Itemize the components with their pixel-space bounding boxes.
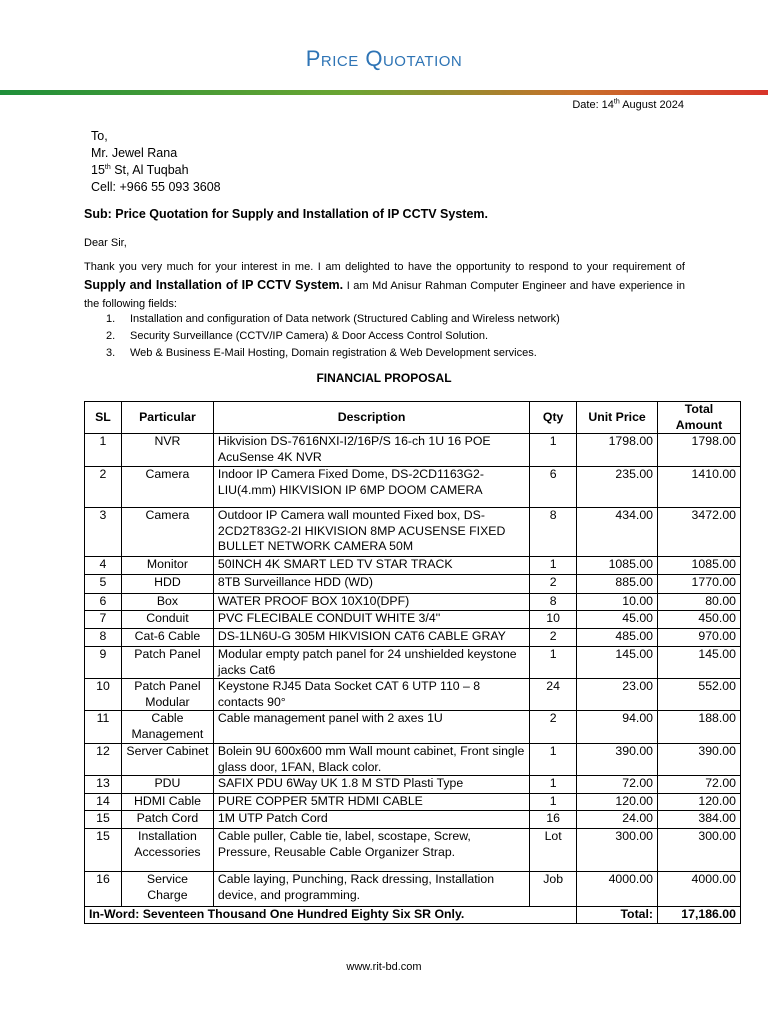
table-row	[85, 629, 741, 647]
cell-description: 8TB Surveillance HDD (WD)	[213, 575, 529, 594]
table-row	[85, 557, 741, 575]
table-row	[85, 575, 741, 594]
cell-total: 120.00	[658, 794, 741, 811]
cell-description: PVC FLECIBALE CONDUIT WHITE 3/4''	[213, 611, 529, 629]
cell-particular: Patch Panel Modular	[121, 679, 213, 711]
table-row	[85, 711, 741, 744]
cell-qty: 1	[530, 794, 577, 811]
cell-qty: 2	[530, 629, 577, 647]
recipient-name: Mr. Jewel Rana	[91, 146, 178, 160]
header-qty: Qty	[530, 402, 577, 434]
cell-particular: Installation Accessories	[121, 829, 213, 872]
table-header-row	[85, 402, 741, 434]
total-label: Total:	[577, 907, 658, 924]
cell-unit: 23.00	[577, 679, 658, 711]
cell-unit: 1085.00	[577, 557, 658, 575]
cell-total: 1410.00	[658, 467, 741, 508]
cell-sl: 11	[85, 711, 122, 744]
cell-total: 80.00	[658, 594, 741, 611]
table-row	[85, 872, 741, 907]
cell-sl: 2	[85, 467, 122, 508]
cell-unit: 120.00	[577, 794, 658, 811]
table-row	[85, 647, 741, 679]
cell-description: Cable puller, Cable tie, label, scostape, Screw, Pressure, Reusable Cable Organizer Strap.	[213, 829, 529, 872]
cell-total: 3472.00	[658, 508, 741, 557]
cell-total: 72.00	[658, 776, 741, 794]
recipient-cell: Cell: +966 55 093 3608	[91, 180, 221, 194]
recipient-block	[91, 128, 221, 196]
cell-total: 1798.00	[658, 434, 741, 467]
cell-sl: 10	[85, 679, 122, 711]
grand-total: 17,186.00	[658, 907, 741, 924]
cell-unit: 485.00	[577, 629, 658, 647]
cell-description: SAFIX PDU 6Way UK 1.8 M STD Plasti Type	[213, 776, 529, 794]
cell-particular: NVR	[121, 434, 213, 467]
cell-description: PURE COPPER 5MTR HDMI CABLE	[213, 794, 529, 811]
cell-qty: 1	[530, 647, 577, 679]
cell-description: Cable laying, Punching, Rack dressing, Installation device, and programming.	[213, 872, 529, 907]
cell-qty: 24	[530, 679, 577, 711]
cell-total: 188.00	[658, 711, 741, 744]
cell-particular: Cable Management	[121, 711, 213, 744]
cell-particular: HDMI Cable	[121, 794, 213, 811]
cell-sl: 14	[85, 794, 122, 811]
cell-qty: 1	[530, 434, 577, 467]
to-label: To,	[91, 129, 108, 143]
cell-unit: 45.00	[577, 611, 658, 629]
table-row	[85, 467, 741, 508]
cell-sl: 13	[85, 776, 122, 794]
cell-sl: 12	[85, 744, 122, 776]
cell-particular: Camera	[121, 508, 213, 557]
cell-qty: 6	[530, 467, 577, 508]
experience-item: 2. Security Surveillance (CCTV/IP Camera) & Door Access Control Solution.	[106, 330, 489, 342]
cell-total: 450.00	[658, 611, 741, 629]
cell-total: 1085.00	[658, 557, 741, 575]
header-sl: SL	[85, 402, 122, 434]
cell-qty: 2	[530, 575, 577, 594]
cell-unit: 145.00	[577, 647, 658, 679]
cell-description: Cable management panel with 2 axes 1U	[213, 711, 529, 744]
cell-total: 384.00	[658, 811, 741, 829]
table-row	[85, 508, 741, 557]
cell-total: 390.00	[658, 744, 741, 776]
cell-particular: Patch Cord	[121, 811, 213, 829]
cell-particular: Monitor	[121, 557, 213, 575]
cell-description: Keystone RJ45 Data Socket CAT 6 UTP 110 – 8 contacts 90°	[213, 679, 529, 711]
header-particular: Particular	[121, 402, 213, 434]
cell-sl: 8	[85, 629, 122, 647]
cell-sl: 5	[85, 575, 122, 594]
cell-description: Hikvision DS-7616NXI-I2/16P/S 16-ch 1U 16 POE AcuSense 4K NVR	[213, 434, 529, 467]
cell-qty: 1	[530, 557, 577, 575]
table-row	[85, 611, 741, 629]
cell-sl: 6	[85, 594, 122, 611]
cell-unit: 300.00	[577, 829, 658, 872]
table-row	[85, 776, 741, 794]
cell-description: WATER PROOF BOX 10X10(DPF)	[213, 594, 529, 611]
cell-unit: 1798.00	[577, 434, 658, 467]
cell-sl: 3	[85, 508, 122, 557]
cell-qty: 8	[530, 508, 577, 557]
cell-total: 1770.00	[658, 575, 741, 594]
cell-sl: 1	[85, 434, 122, 467]
cell-unit: 390.00	[577, 744, 658, 776]
cell-description: Modular empty patch panel for 24 unshielded keystone jacks Cat6	[213, 647, 529, 679]
footer-website: www.rit-bd.com	[346, 961, 422, 973]
intro-paragraph: Thank you very much for your interest in me. I am delighted to have the opportunity to respond to your requirement of Supply and Installation of IP CCTV System. I am Md Anisur Rahman Computer Engineer and have experience in the following fields:	[84, 261, 686, 310]
header-total-amount: Total Amount	[658, 402, 741, 434]
amount-in-words: In-Word: Seventeen Thousand One Hundred Eighty Six SR Only.	[85, 907, 577, 924]
cell-description: 1M UTP Patch Cord	[213, 811, 529, 829]
cell-qty: 1	[530, 744, 577, 776]
cell-total: 145.00	[658, 647, 741, 679]
experience-list	[84, 311, 560, 362]
cell-particular: PDU	[121, 776, 213, 794]
cell-sl: 15	[85, 829, 122, 872]
cell-unit: 24.00	[577, 811, 658, 829]
cell-particular: Patch Panel	[121, 647, 213, 679]
cell-particular: Conduit	[121, 611, 213, 629]
table-row	[85, 794, 741, 811]
table-row	[85, 679, 741, 711]
cell-qty: 1	[530, 776, 577, 794]
financial-proposal-heading: FINANCIAL PROPOSAL	[316, 371, 452, 385]
cell-description: Outdoor IP Camera wall mounted Fixed box, DS-2CD2T83G2-2I HIKVISION 8MP ACUSENSE FIXED BULLET NETWORK CAMERA 50M	[213, 508, 529, 557]
greeting: Dear Sir,	[84, 237, 127, 249]
experience-item: 3. Web & Business E-Mail Hosting, Domain registration & Web Development services.	[106, 347, 537, 359]
cell-particular: Camera	[121, 467, 213, 508]
cell-unit: 885.00	[577, 575, 658, 594]
table-row	[85, 829, 741, 872]
quotation-date: Date: 14th August 2024	[572, 98, 684, 111]
cell-total: 300.00	[658, 829, 741, 872]
cell-total: 4000.00	[658, 872, 741, 907]
cell-description: 50INCH 4K SMART LED TV STAR TRACK	[213, 557, 529, 575]
cell-qty: Job	[530, 872, 577, 907]
cell-qty: 10	[530, 611, 577, 629]
recipient-street: 15th St, Al Tuqbah	[91, 163, 189, 177]
subject-line: Sub: Price Quotation for Supply and Installation of IP CCTV System.	[84, 207, 488, 221]
cell-unit: 94.00	[577, 711, 658, 744]
cell-qty: Lot	[530, 829, 577, 872]
cell-sl: 4	[85, 557, 122, 575]
header-divider	[0, 90, 768, 95]
cell-particular: Cat-6 Cable	[121, 629, 213, 647]
cell-sl: 16	[85, 872, 122, 907]
cell-qty: 8	[530, 594, 577, 611]
experience-item: 1. Installation and configuration of Data network (Structured Cabling and Wireless network)	[106, 313, 560, 325]
cell-particular: HDD	[121, 575, 213, 594]
page-title: Price Quotation	[305, 46, 463, 71]
cell-particular: Service Charge	[121, 872, 213, 907]
cell-particular: Server Cabinet	[121, 744, 213, 776]
cell-qty: 2	[530, 711, 577, 744]
cell-qty: 16	[530, 811, 577, 829]
table-row	[85, 811, 741, 829]
header-unit-price: Unit Price	[577, 402, 658, 434]
cell-sl: 7	[85, 611, 122, 629]
table-row	[85, 434, 741, 467]
cell-description: Bolein 9U 600x600 mm Wall mount cabinet, Front single glass door, 1FAN, Black color.	[213, 744, 529, 776]
cell-unit: 4000.00	[577, 872, 658, 907]
cell-unit: 10.00	[577, 594, 658, 611]
header-description: Description	[213, 402, 529, 434]
cell-total: 970.00	[658, 629, 741, 647]
table-row	[85, 744, 741, 776]
cell-total: 552.00	[658, 679, 741, 711]
cell-description: Indoor IP Camera Fixed Dome, DS-2CD1163G2-LIU(4.mm) HIKVISION IP 6MP DOOM CAMERA	[213, 467, 529, 508]
quotation-table	[84, 401, 741, 924]
cell-particular: Box	[121, 594, 213, 611]
cell-unit: 434.00	[577, 508, 658, 557]
cell-unit: 235.00	[577, 467, 658, 508]
cell-sl: 9	[85, 647, 122, 679]
cell-sl: 15	[85, 811, 122, 829]
table-row	[85, 594, 741, 611]
total-row	[85, 907, 741, 924]
cell-description: DS-1LN6U-G 305M HIKVISION CAT6 CABLE GRAY	[213, 629, 529, 647]
cell-unit: 72.00	[577, 776, 658, 794]
